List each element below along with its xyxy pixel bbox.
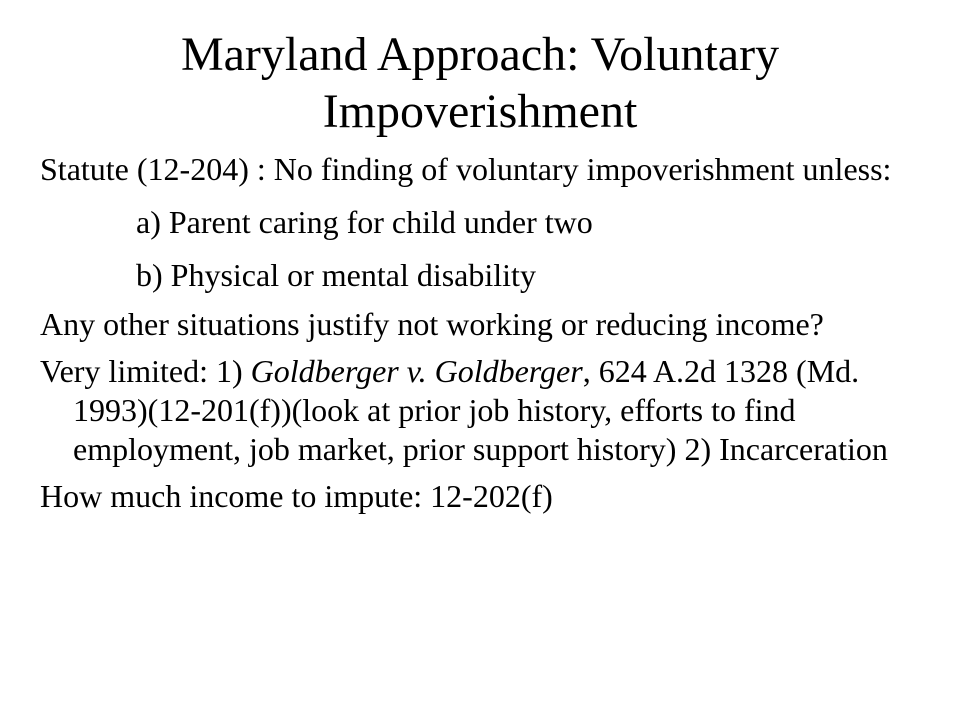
statute-item-b: b) Physical or mental disability <box>136 257 536 293</box>
title-line-1: Maryland Approach: Voluntary <box>180 28 780 81</box>
other-situations-paragraph: Any other situations justify not working or reducing income? <box>40 306 824 342</box>
impute-paragraph: How much income to impute: 12-202(f) <box>40 478 553 514</box>
case-name: Goldberger v. Goldberger <box>250 353 583 389</box>
statute-paragraph: Statute (12-204) : No finding of voluntary impoverishment unless: <box>40 151 892 187</box>
slide-body <box>40 150 940 516</box>
very-limited-rest: , 624 A.2d 1328 (Md. 1993)(12-201(f))(look at prior job history, efforts to find employment, job market, prior support history) 2) Incarceration <box>73 353 888 467</box>
very-limited-prefix: Very limited: 1) <box>40 353 251 389</box>
slide-title <box>0 26 960 140</box>
title-line-2: Impoverishment <box>322 85 638 138</box>
statute-item-a: a) Parent caring for child under two <box>136 204 593 240</box>
very-limited-paragraph <box>40 352 940 469</box>
